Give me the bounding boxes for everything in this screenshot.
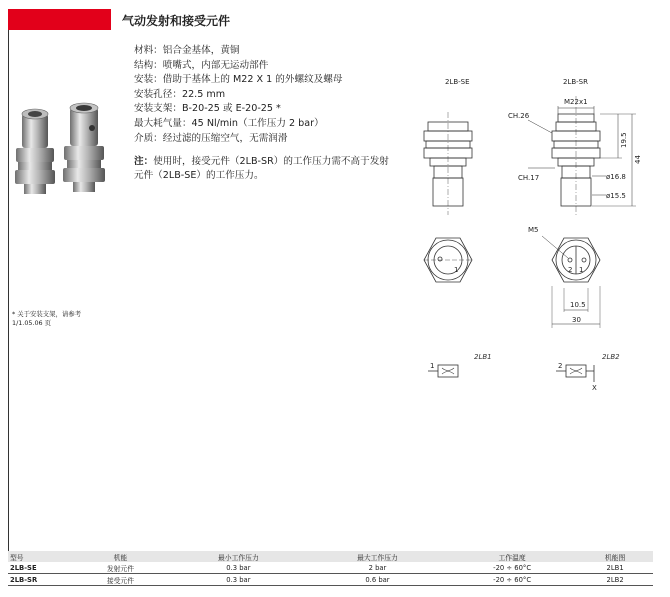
technical-drawing — [400, 70, 665, 400]
dim-d16-8: ø16.8 — [606, 173, 626, 181]
label-2lb-sr: 2LB-SR — [563, 78, 588, 86]
symbol-2lb1-port-1: 1 — [430, 362, 435, 370]
side-view-se — [424, 112, 472, 215]
footnote — [12, 310, 81, 327]
note-prefix: 注： — [134, 156, 154, 167]
dim-30: 30 — [572, 316, 581, 324]
usage-note — [134, 155, 389, 183]
footnote-line-1: * 关于安装支架，请参考 — [12, 310, 82, 318]
dim-m22: M22x1 — [564, 98, 588, 106]
dim-10-5: 10.5 — [570, 301, 586, 309]
spec-list — [134, 44, 342, 146]
cell-function: 发射元件 — [72, 562, 169, 574]
spec-mounting: 安装：借助于基体上的 M22 X 1 的外螺纹及螺母 — [134, 74, 343, 86]
port-2-sr: 2 — [568, 266, 573, 274]
cell-symbol: 2LB1 — [577, 562, 653, 574]
dim-d15-5: ø15.5 — [606, 192, 626, 200]
table-row — [8, 562, 653, 574]
spec-mounting-hole: 安装孔径：22.5 mm — [134, 88, 226, 100]
cell-model: 2LB-SR — [8, 574, 72, 586]
cell-max-pressure: 2 bar — [308, 562, 447, 574]
spec-material: 材料：铝合金基体，黄铜 — [134, 45, 240, 56]
dim-44: 44 — [634, 155, 642, 164]
spec-medium: 介质：经过滤的压缩空气，无需润滑 — [134, 132, 288, 144]
col-temperature: 工作温度 — [498, 553, 526, 562]
label-2lb-se: 2LB-SE — [445, 78, 470, 86]
brand-accent-bar — [8, 9, 111, 30]
table-row — [8, 574, 653, 586]
symbol-label-2lb2: 2LB2 — [602, 353, 620, 361]
receiver-photo — [63, 103, 105, 192]
cell-temperature: -20 ÷ 60°C — [447, 574, 577, 586]
dim-m5: M5 — [528, 226, 539, 234]
note-text: 使用时，接受元件（2LB-SR）的工作压力需不高于发射元件（2LB-SE）的工作压力。 — [134, 156, 389, 181]
col-min-pressure: 最小工作压力 — [218, 553, 259, 562]
front-view-sr — [542, 236, 600, 328]
col-max-pressure: 最大工作压力 — [357, 553, 398, 562]
dim-ch17: CH.17 — [518, 174, 540, 182]
dim-ch26: CH.26 — [508, 112, 530, 120]
cell-symbol: 2LB2 — [577, 574, 653, 586]
port-1-sr: 1 — [579, 266, 584, 274]
page-title: 气动发射和接受元件 — [122, 14, 231, 28]
cell-min-pressure: 0.3 bar — [169, 562, 308, 574]
symbol-label-2lb1: 2LB1 — [474, 353, 492, 361]
spec-air-consumption: 最大耗气量：45 Nl/min（工作压力 2 bar） — [134, 117, 324, 129]
cell-max-pressure: 0.6 bar — [308, 574, 447, 586]
emitter-photo — [15, 109, 55, 194]
cell-model: 2LB-SE — [8, 562, 72, 574]
cell-temperature: -20 ÷ 60°C — [447, 562, 577, 574]
col-function: 机能 — [113, 553, 128, 562]
spec-structure: 结构：喷嘴式，内部无运动部件 — [134, 59, 269, 71]
footnote-line-2: 1/1.05.06 页 — [12, 318, 52, 327]
table-header-row — [8, 551, 653, 562]
symbol-2lb2-port-2: 2 — [558, 362, 563, 370]
port-1-se: 1 — [454, 266, 459, 274]
dim-19-5: 19.5 — [620, 132, 628, 148]
model-table — [8, 551, 653, 586]
col-model: 型号 — [10, 553, 24, 562]
cell-function: 接受元件 — [72, 574, 169, 586]
symbol-2lb2-port-x: X — [592, 384, 597, 392]
col-symbol: 机能图 — [604, 553, 626, 562]
front-view-se — [424, 238, 472, 282]
spec-bracket: 安装支架：B-20-25 或 E-20-25 * — [134, 103, 281, 115]
product-photo — [6, 100, 126, 200]
cell-min-pressure: 0.3 bar — [169, 574, 308, 586]
